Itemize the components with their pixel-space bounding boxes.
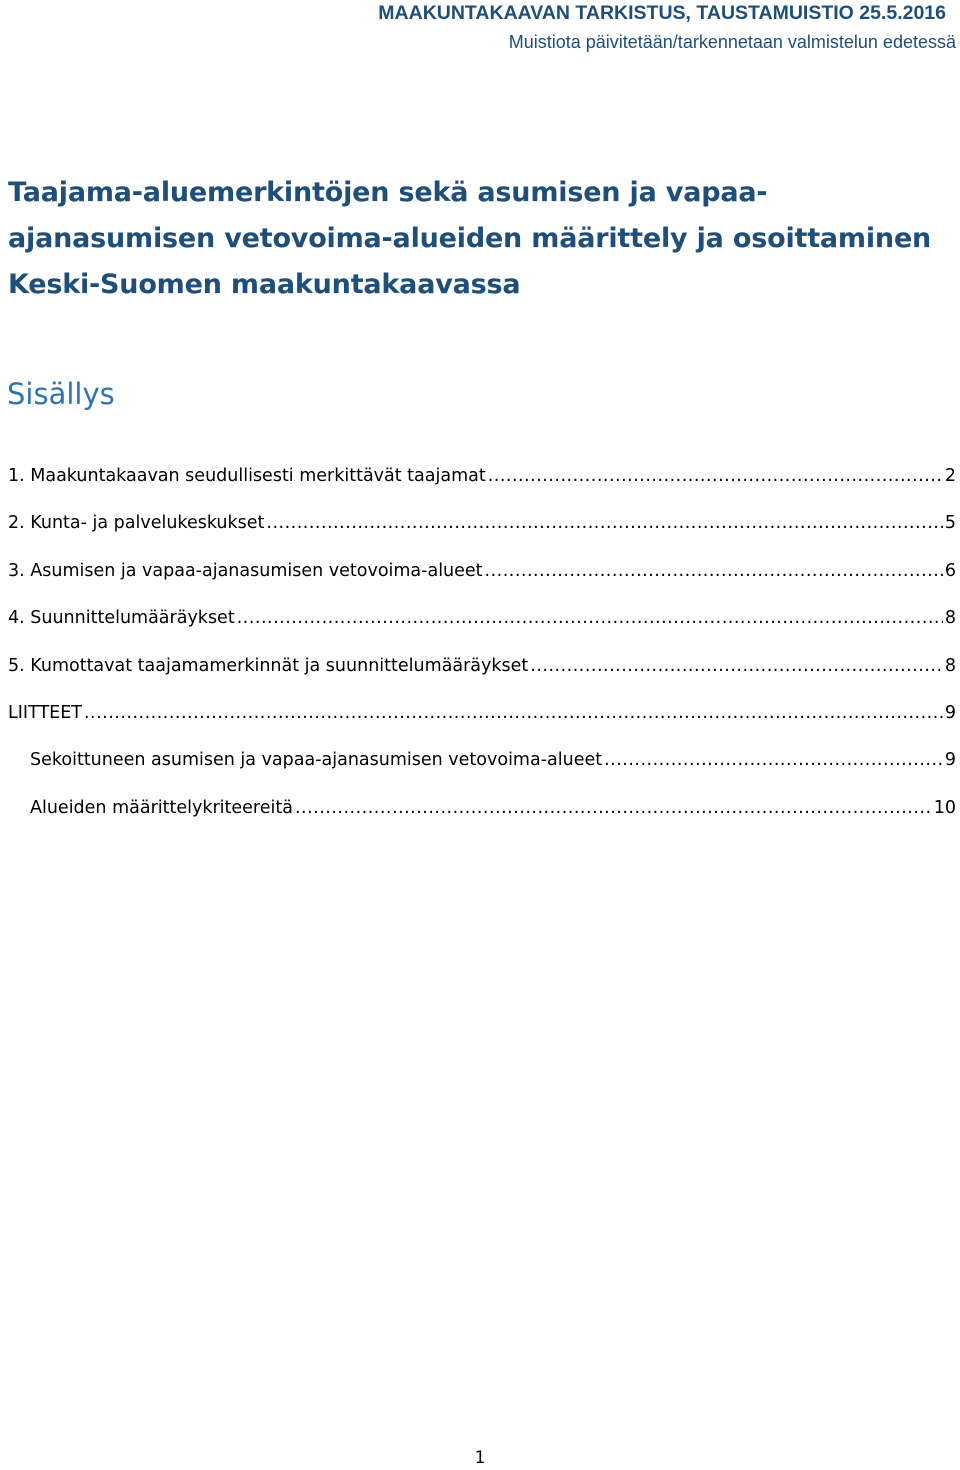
toc-entry-label: LIITTEET — [8, 702, 82, 723]
toc-entry-page: 9 — [944, 750, 956, 771]
toc-entry-label: 5. Kumottavat taajamamerkinnät ja suunnittelumääräykset — [8, 655, 529, 676]
toc-leader-dots — [295, 798, 932, 818]
toc-entry-label: 3. Asumisen ja vapaa-ajanasumisen vetovoima-alueet — [8, 560, 483, 581]
toc-entry-label: 2. Kunta- ja palvelukeskukset — [8, 513, 265, 534]
toc-entry-label: 4. Suunnittelumääräykset — [8, 608, 235, 629]
toc-entry-page: 10 — [933, 797, 956, 818]
page-number: 1 — [474, 1448, 486, 1468]
toc-subentry-1[interactable] — [8, 750, 956, 797]
toc-leader-dots — [84, 703, 943, 723]
toc-leader-dots — [266, 513, 942, 533]
header-subtitle: Muistiota päivitetään/tarkennetaan valmistelun edetessä — [508, 32, 956, 52]
toc-entry-page: 5 — [944, 513, 956, 534]
toc-entry-1[interactable] — [8, 466, 956, 513]
toc-entry-page: 8 — [944, 608, 956, 629]
toc-entry-label: Alueiden määrittelykriteereitä — [30, 797, 293, 818]
toc-entry-label: Sekoittuneen asumisen ja vapaa-ajanasumisen vetovoima-alueet — [30, 750, 603, 771]
toc-entry-label: 1. Maakuntakaavan seudullisesti merkittävät taajamat — [8, 466, 486, 486]
toc-entry-3[interactable] — [8, 561, 956, 608]
toc-entry-page: 8 — [944, 655, 956, 676]
table-of-contents — [8, 466, 956, 845]
toc-entry-liitteet[interactable] — [8, 703, 956, 750]
toc-subentry-2[interactable] — [8, 798, 956, 845]
toc-leader-dots — [485, 561, 943, 581]
toc-entry-5[interactable] — [8, 656, 956, 703]
toc-entry-2[interactable] — [8, 513, 956, 560]
toc-leader-dots — [604, 750, 943, 770]
toc-entry-page: 9 — [944, 702, 956, 723]
document-title: Taajama-aluemerkintöjen sekä asumisen ja vapaa-ajanasumisen vetovoima-alueiden määrittely ja osoittaminen Keski-Suomen maakuntakaavassa — [8, 177, 932, 300]
toc-leader-dots — [237, 608, 943, 628]
toc-leader-dots — [530, 656, 943, 676]
toc-entry-page: 6 — [944, 560, 956, 581]
toc-leader-dots — [488, 466, 943, 486]
toc-entry-page: 2 — [944, 466, 956, 486]
header-title: MAAKUNTAKAAVAN TARKISTUS, TAUSTAMUISTIO 25.5.2016 — [378, 2, 946, 24]
toc-heading: Sisällys — [7, 377, 115, 411]
toc-entry-4[interactable] — [8, 608, 956, 655]
